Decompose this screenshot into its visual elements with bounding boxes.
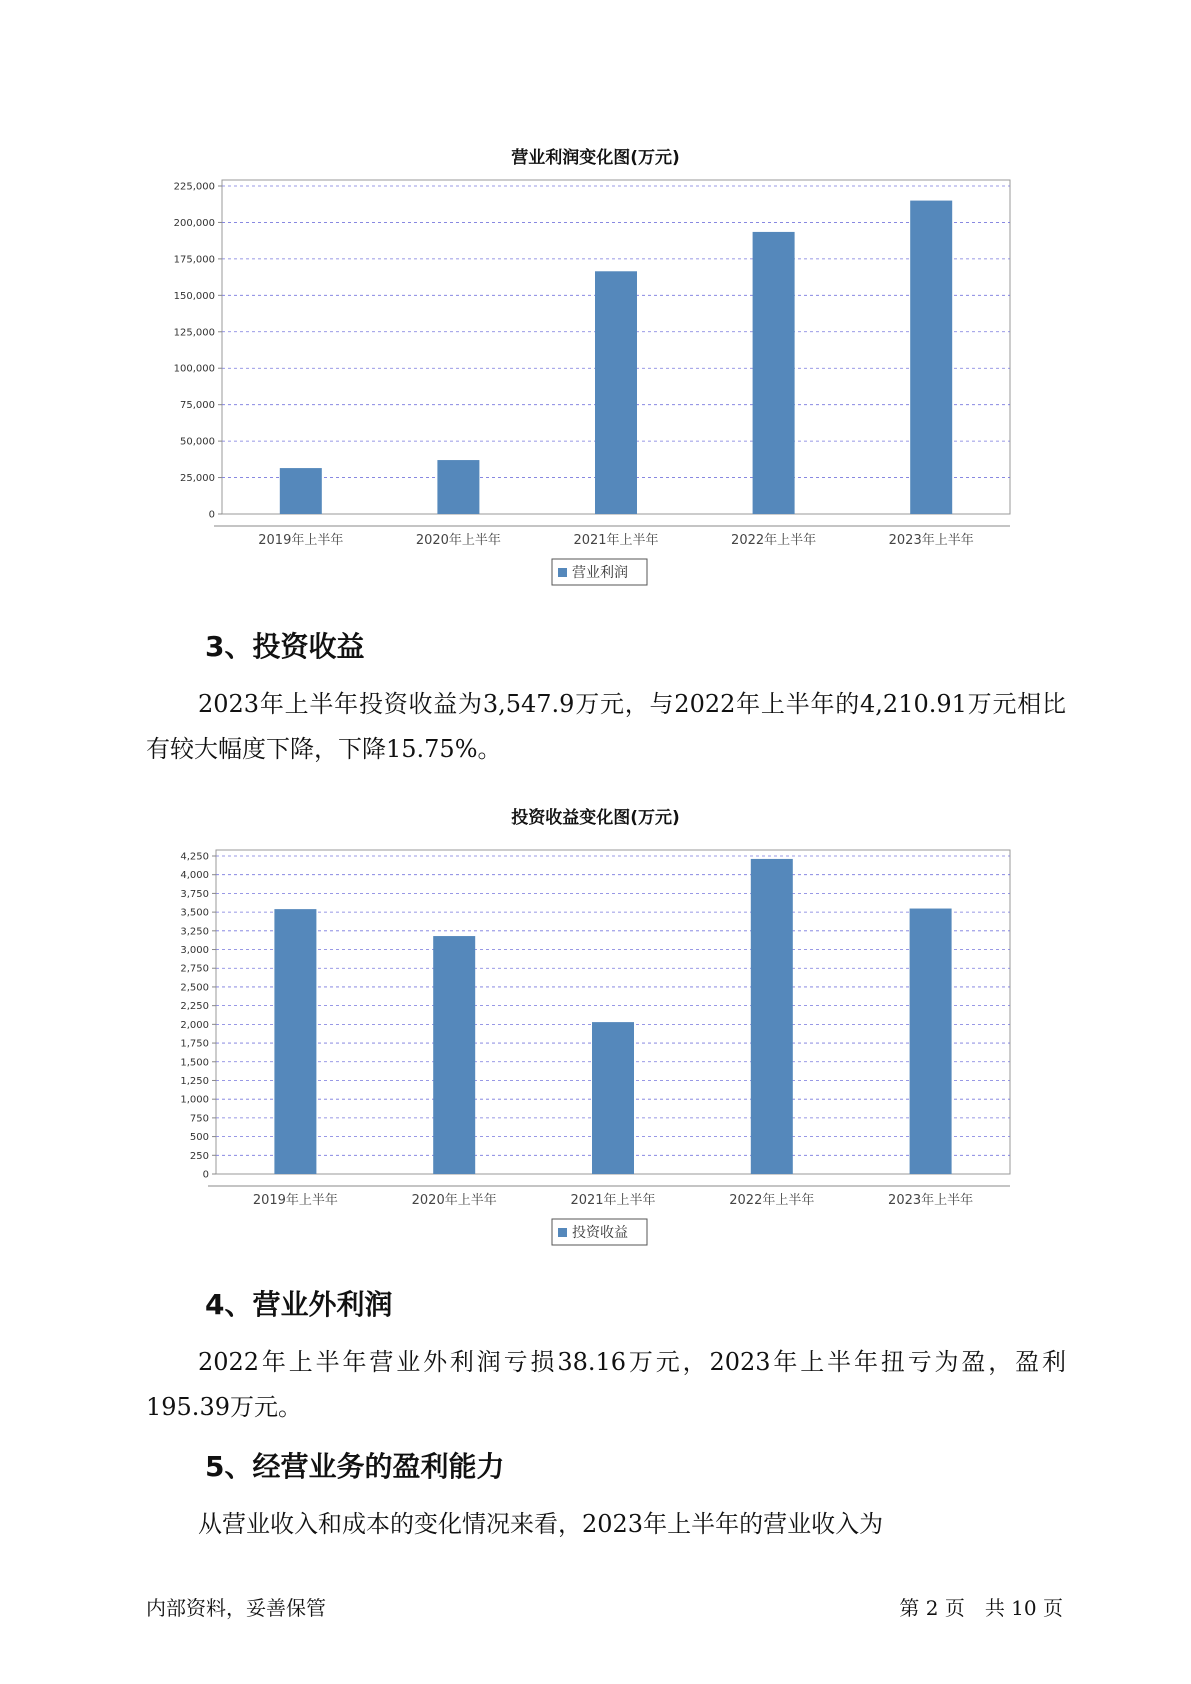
section-4-text: 2022年上半年营业外利润亏损38.16万元，2023年上半年扭亏为盈，盈利195.39万元。 [146, 1348, 1066, 1421]
y-tick-label: 1,750 [180, 1038, 209, 1050]
y-tick-label: 4,250 [180, 851, 209, 863]
chart1-title: 营业利润变化图(万元) [511, 148, 680, 168]
bar [433, 936, 475, 1174]
y-tick-label: 1,500 [180, 1057, 209, 1069]
legend-label: 营业利润 [572, 565, 628, 581]
section-3-paragraph [146, 682, 1066, 772]
section-4-heading: 4、营业外利润 [205, 1288, 393, 1321]
bar [280, 468, 322, 514]
bar [274, 909, 316, 1174]
legend-label: 投资收益 [572, 1225, 628, 1241]
y-tick-label: 0 [202, 1169, 209, 1181]
y-tick-label: 2,000 [180, 1019, 209, 1031]
y-tick-label: 3,750 [180, 888, 209, 900]
y-tick-label: 175,000 [173, 254, 215, 266]
y-tick-label: 3,000 [180, 945, 209, 957]
x-tick-label: 2023年上半年 [888, 1193, 974, 1208]
section-3-heading: 3、投资收益 [205, 630, 365, 663]
x-tick-label: 2020年上半年 [411, 1193, 497, 1208]
y-tick-label: 750 [189, 1113, 209, 1125]
x-tick-label: 2021年上半年 [573, 533, 659, 548]
bar [753, 232, 795, 514]
footer-confidential-note: 内部资料，妥善保管 [146, 1596, 326, 1620]
bar [751, 859, 793, 1174]
section-3-text: 2023年上半年投资收益为3,547.9万元，与2022年上半年的4,210.91万元相比有较大幅度下降，下降15.75%。 [146, 690, 1066, 763]
x-tick-label: 2023年上半年 [888, 533, 974, 548]
x-tick-label: 2020年上半年 [415, 533, 501, 548]
y-tick-label: 0 [208, 509, 215, 521]
y-tick-label: 1,250 [180, 1075, 209, 1087]
x-tick-label: 2022年上半年 [731, 533, 817, 548]
y-tick-label: 225,000 [173, 181, 215, 193]
x-tick-label: 2021年上半年 [570, 1193, 656, 1208]
y-tick-label: 4,000 [180, 870, 209, 882]
y-tick-label: 1,000 [180, 1094, 209, 1106]
investment-income-chart [0, 830, 1191, 1250]
y-tick-label: 150,000 [173, 290, 215, 302]
y-tick-label: 75,000 [180, 400, 215, 412]
bar [910, 909, 952, 1174]
y-tick-label: 100,000 [173, 363, 215, 375]
y-tick-label: 50,000 [180, 436, 215, 448]
y-tick-label: 250 [189, 1150, 209, 1162]
y-tick-label: 125,000 [173, 327, 215, 339]
chart2-title: 投资收益变化图(万元) [511, 808, 680, 828]
x-tick-label: 2022年上半年 [729, 1193, 815, 1208]
y-tick-label: 500 [189, 1132, 209, 1144]
section-5-text: 从营业收入和成本的变化情况来看，2023年上半年的营业收入为 [198, 1510, 884, 1538]
section-5-paragraph [146, 1502, 1066, 1547]
y-tick-label: 2,500 [180, 982, 209, 994]
section-5-heading: 5、经营业务的盈利能力 [205, 1450, 505, 1483]
legend-swatch [558, 568, 567, 577]
bar [595, 271, 637, 514]
section-4-paragraph [146, 1340, 1066, 1430]
bar [592, 1022, 634, 1174]
x-tick-label: 2019年上半年 [252, 1193, 338, 1208]
y-tick-label: 3,500 [180, 907, 209, 919]
y-tick-label: 25,000 [180, 473, 215, 485]
operating-profit-chart [0, 170, 1191, 590]
y-tick-label: 2,250 [180, 1001, 209, 1013]
bar [437, 460, 479, 514]
y-tick-label: 3,250 [180, 926, 209, 938]
y-tick-label: 200,000 [173, 217, 215, 229]
bar [910, 201, 952, 514]
x-tick-label: 2019年上半年 [258, 533, 344, 548]
legend-swatch [558, 1228, 567, 1237]
footer-page-number: 第 2 页 共 10 页 [899, 1596, 1063, 1620]
y-tick-label: 2,750 [180, 963, 209, 975]
